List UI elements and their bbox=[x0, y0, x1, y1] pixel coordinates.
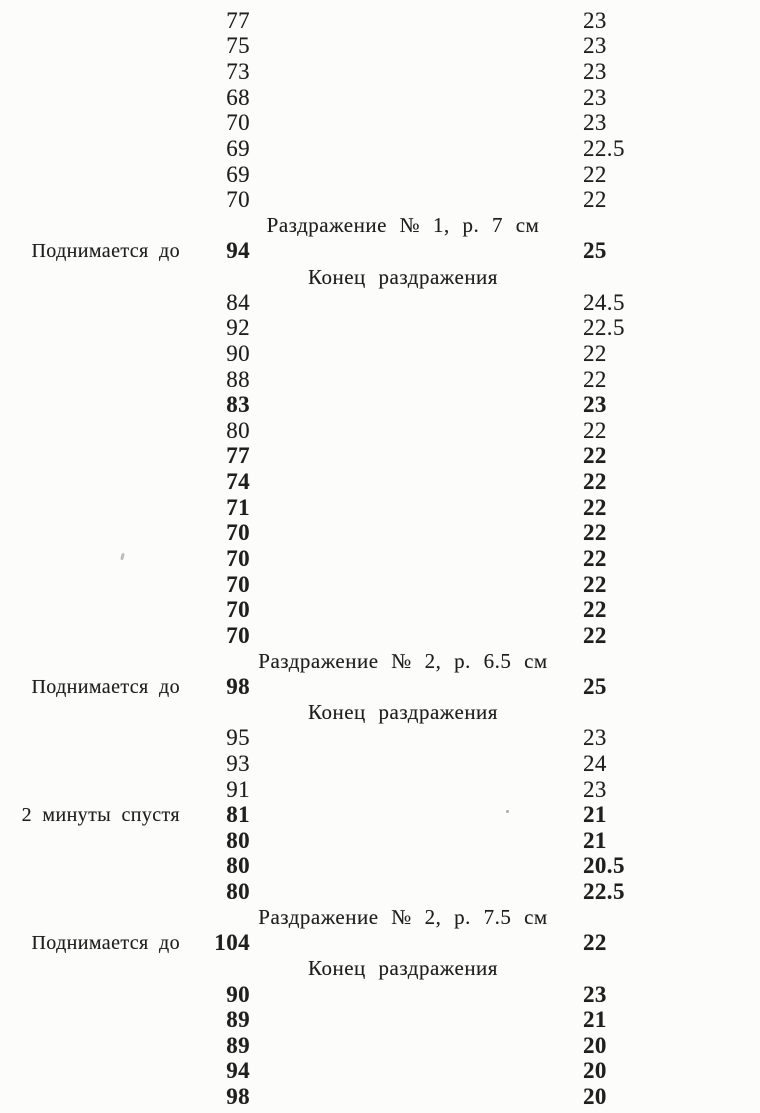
section-header-row bbox=[0, 905, 760, 931]
left-value-cell: 77 bbox=[226, 443, 250, 469]
right-value-cell: 20 bbox=[583, 1058, 607, 1084]
right-value-cell: 23 bbox=[583, 392, 607, 418]
table-row bbox=[0, 34, 760, 60]
table-row bbox=[0, 572, 760, 598]
right-value-cell: 22 bbox=[583, 494, 607, 520]
right-value-cell: 23 bbox=[583, 776, 607, 802]
right-value-cell: 24 bbox=[583, 750, 607, 776]
right-value-cell: 20.5 bbox=[583, 853, 625, 879]
right-value-cell: 22.5 bbox=[583, 315, 625, 341]
right-value-cell: 22 bbox=[583, 366, 607, 392]
row-label: Поднимается до bbox=[31, 675, 180, 698]
table-row bbox=[0, 1059, 760, 1085]
right-value-cell: 23 bbox=[583, 7, 607, 33]
table-row bbox=[0, 879, 760, 905]
left-value-cell: 89 bbox=[226, 1032, 250, 1058]
table-row bbox=[0, 111, 760, 137]
right-value-cell: 22 bbox=[583, 545, 607, 571]
left-value-cell: 70 bbox=[226, 571, 250, 597]
left-value-cell: 70 bbox=[226, 520, 250, 546]
table-row bbox=[0, 828, 760, 854]
table-row bbox=[0, 367, 760, 393]
table-row bbox=[0, 931, 760, 957]
left-value-cell: 70 bbox=[226, 545, 250, 571]
left-value-cell: 94 bbox=[226, 238, 250, 264]
table-row bbox=[0, 85, 760, 111]
table-row bbox=[0, 469, 760, 495]
right-value-cell: 20 bbox=[583, 1032, 607, 1058]
table-row bbox=[0, 444, 760, 470]
left-value-cell: 88 bbox=[226, 366, 250, 392]
table-row bbox=[0, 290, 760, 316]
left-value-cell: 68 bbox=[226, 84, 250, 110]
left-value-cell: 81 bbox=[226, 802, 250, 828]
left-value-cell: 80 bbox=[226, 853, 250, 879]
table-row bbox=[0, 674, 760, 700]
table-row bbox=[0, 623, 760, 649]
right-value-cell: 23 bbox=[583, 84, 607, 110]
section-header: Конец раздражения bbox=[308, 264, 498, 289]
right-value-cell: 21 bbox=[583, 1007, 607, 1033]
left-value-cell: 71 bbox=[226, 494, 250, 520]
section-header: Раздражение № 2, р. 7.5 см bbox=[258, 905, 548, 930]
left-value-cell: 98 bbox=[226, 674, 250, 700]
right-value-cell: 20 bbox=[583, 1084, 607, 1110]
left-value-cell: 94 bbox=[226, 1058, 250, 1084]
left-value-cell: 73 bbox=[226, 59, 250, 85]
left-value-cell: 93 bbox=[226, 750, 250, 776]
section-header-row bbox=[0, 649, 760, 675]
table-row bbox=[0, 982, 760, 1008]
left-value-cell: 70 bbox=[226, 597, 250, 623]
table-row bbox=[0, 8, 760, 34]
right-value-cell: 25 bbox=[583, 238, 607, 264]
section-header: Раздражение № 2, р. 6.5 см bbox=[258, 648, 548, 673]
right-value-cell: 22.5 bbox=[583, 879, 625, 905]
section-header: Раздражение № 1, р. 7 см bbox=[266, 213, 540, 238]
left-value-cell: 70 bbox=[226, 187, 250, 213]
left-value-cell: 92 bbox=[226, 315, 250, 341]
left-value-cell: 69 bbox=[226, 161, 250, 187]
row-label: Поднимается до bbox=[31, 931, 180, 954]
left-value-cell: 89 bbox=[226, 1007, 250, 1033]
left-value-cell: 75 bbox=[226, 33, 250, 59]
table-row bbox=[0, 418, 760, 444]
right-value-cell: 23 bbox=[583, 33, 607, 59]
right-value-cell: 23 bbox=[583, 59, 607, 85]
table-row bbox=[0, 392, 760, 418]
left-value-cell: 80 bbox=[226, 879, 250, 905]
left-value-cell: 90 bbox=[226, 340, 250, 366]
table-row bbox=[0, 341, 760, 367]
table-row bbox=[0, 751, 760, 777]
left-value-cell: 84 bbox=[226, 289, 250, 315]
table-row bbox=[0, 187, 760, 213]
table-row bbox=[0, 1033, 760, 1059]
table-row bbox=[0, 316, 760, 342]
right-value-cell: 22 bbox=[583, 597, 607, 623]
right-value-cell: 22 bbox=[583, 469, 607, 495]
left-value-cell: 80 bbox=[226, 417, 250, 443]
right-value-cell: 22 bbox=[583, 417, 607, 443]
right-value-cell: 22.5 bbox=[583, 135, 625, 161]
section-header-row bbox=[0, 956, 760, 982]
table-row bbox=[0, 854, 760, 880]
right-value-cell: 22 bbox=[583, 161, 607, 187]
right-value-cell: 21 bbox=[583, 802, 607, 828]
left-value-cell: 98 bbox=[226, 1084, 250, 1110]
right-value-cell: 22 bbox=[583, 622, 607, 648]
right-value-cell: 23 bbox=[583, 110, 607, 136]
right-value-cell: 21 bbox=[583, 827, 607, 853]
left-value-cell: 80 bbox=[226, 827, 250, 853]
row-label: 2 минуты спустя bbox=[21, 803, 180, 826]
right-value-cell: 23 bbox=[583, 981, 607, 1007]
section-header-row bbox=[0, 264, 760, 290]
scan-speck bbox=[506, 810, 509, 813]
right-value-cell: 24.5 bbox=[583, 289, 625, 315]
section-header-row bbox=[0, 700, 760, 726]
left-value-cell: 95 bbox=[226, 725, 250, 751]
right-value-cell: 22 bbox=[583, 930, 607, 956]
table-row bbox=[0, 777, 760, 803]
left-value-cell: 70 bbox=[226, 622, 250, 648]
table-row bbox=[0, 136, 760, 162]
table-row bbox=[0, 802, 760, 828]
left-value-cell: 83 bbox=[226, 392, 250, 418]
section-header: Конец раздражения bbox=[308, 700, 498, 725]
table-row bbox=[0, 1007, 760, 1033]
table-row bbox=[0, 521, 760, 547]
left-value-cell: 77 bbox=[226, 7, 250, 33]
left-value-cell: 69 bbox=[226, 135, 250, 161]
right-value-cell: 22 bbox=[583, 571, 607, 597]
table-row bbox=[0, 239, 760, 265]
right-value-cell: 22 bbox=[583, 340, 607, 366]
left-value-cell: 104 bbox=[214, 930, 250, 956]
table-row bbox=[0, 59, 760, 85]
right-value-cell: 22 bbox=[583, 520, 607, 546]
table-row bbox=[0, 597, 760, 623]
row-label: Поднимается до bbox=[31, 239, 180, 262]
right-value-cell: 23 bbox=[583, 725, 607, 751]
table-row bbox=[0, 495, 760, 521]
right-value-cell: 22 bbox=[583, 187, 607, 213]
left-value-cell: 90 bbox=[226, 981, 250, 1007]
table-row bbox=[0, 726, 760, 752]
right-value-cell: 22 bbox=[583, 443, 607, 469]
section-header-row bbox=[0, 213, 760, 239]
right-value-cell: 25 bbox=[583, 674, 607, 700]
left-value-cell: 74 bbox=[226, 469, 250, 495]
table-row bbox=[0, 546, 760, 572]
left-value-cell: 91 bbox=[226, 776, 250, 802]
left-value-cell: 70 bbox=[226, 110, 250, 136]
table-row bbox=[0, 1084, 760, 1110]
section-header: Конец раздражения bbox=[308, 956, 498, 981]
table-row bbox=[0, 162, 760, 188]
